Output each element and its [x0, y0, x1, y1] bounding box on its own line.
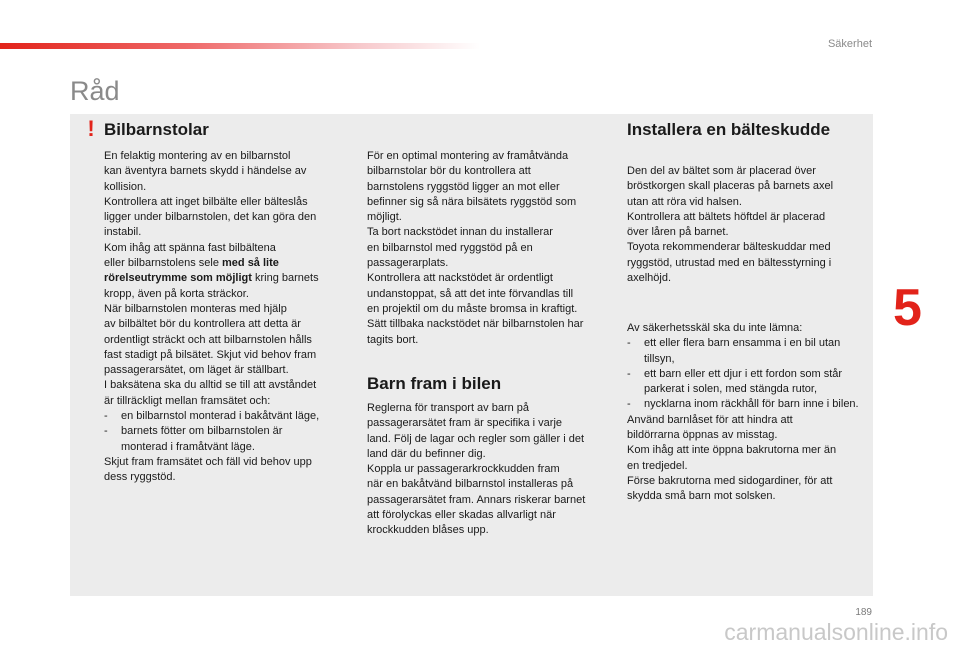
text-line: bilbarnstolar bör du kontrollera att — [367, 165, 531, 178]
list-item — [104, 409, 354, 424]
text-line: skydda små barn mot solsken. — [627, 490, 776, 503]
heading-barn-fram: Barn fram i bilen — [367, 374, 502, 393]
text-line: kollision. — [104, 180, 147, 193]
text-line: Kontrollera att inget bilbälte eller bälteslås — [104, 195, 308, 208]
page-title: Råd — [70, 76, 120, 106]
text-line: Förse bakrutorna med sidogardiner, för att — [627, 474, 833, 487]
text-line: fast stadigt på bilsätet. Skjut vid behov fram — [104, 348, 317, 361]
text-line: passagerarsätet, om läget är ställbart. — [104, 364, 289, 377]
text-line: land. Följ de lagar och regler som gäller i det — [367, 432, 585, 445]
list-item-text: nycklarna inom räckhåll för barn inne i bilen. — [644, 398, 859, 411]
text-line: möjligt. — [367, 211, 402, 224]
bullet-dash: - — [104, 410, 108, 423]
text-line: över låren på barnet. — [627, 226, 729, 239]
text-line: passagerarsätet fram är specifika i varje — [367, 417, 563, 430]
column-2-text-lower — [367, 401, 612, 539]
list-item-text: en bilbarnstol monterad i bakåtvänt läge, — [121, 410, 320, 423]
text-line: undanstoppat, så att det inte förvandlas till — [367, 287, 574, 300]
text-line: passagerarplats. — [367, 257, 449, 270]
list-item — [627, 336, 872, 367]
text-line: Kontrollera att bältets höftdel är placerad — [627, 210, 826, 223]
text-line: tagits bort. — [367, 333, 419, 346]
text-line — [104, 256, 354, 271]
text-line: Toyota rekommenderar bälteskuddar med — [627, 241, 831, 254]
text-line: en tredjedel. — [627, 459, 688, 472]
text-line: Kom ihåg att spänna fast bilbältena — [104, 241, 276, 254]
column-3-text — [627, 164, 872, 286]
list-item — [627, 367, 872, 398]
text-line: Använd barnlåset för att hindra att — [627, 413, 793, 426]
column-3-text-lower — [627, 321, 872, 505]
text-line: bröstkorgen skall placeras på barnets axel — [627, 180, 834, 193]
bullet-dash: - — [627, 367, 631, 380]
text-line: kropp, även på korta sträckor. — [104, 287, 249, 300]
text-line: att förolyckas eller skadas allvarligt när — [367, 509, 556, 522]
text-line: en bilbarnstol med ryggstöd på en — [367, 241, 533, 254]
text-line: ligger under bilbarnstolen, det kan göra den — [104, 211, 317, 224]
text-line: En felaktig montering av en bilbarnstol — [104, 150, 291, 162]
text-line: dess ryggstöd. — [104, 471, 176, 484]
list-item — [104, 424, 326, 455]
text-line: instabil. — [104, 226, 142, 239]
column-2-text — [367, 149, 612, 348]
text-line: ordentligt sträckt och att bilbarnstolen hålls — [104, 333, 312, 346]
bullet-dash: - — [627, 398, 631, 411]
text-line: en projektil om du måste bromsa in kraftigt. — [367, 302, 578, 315]
warning-icon: ! — [87, 116, 95, 141]
column-1-text — [104, 149, 354, 486]
bold-phrase: med så lite — [222, 257, 279, 270]
text-line: När bilbarnstolen monteras med hjälp — [104, 302, 287, 315]
text-fragment: eller bilbarnstolens sele — [104, 257, 223, 270]
text-line: Av säkerhetsskäl ska du inte lämna: — [627, 322, 803, 334]
text-line: Sätt tillbaka nackstödet när bilbarnstolen har — [367, 318, 584, 331]
text-line: Kom ihåg att inte öppna bakrutorna mer än — [627, 444, 837, 457]
text-line: av bilbältet bör du kontrollera att detta är — [104, 318, 301, 331]
list-item-text: ett eller flera barn ensamma i en bil utan tillsyn, — [644, 337, 841, 365]
text-line: utan att röra vid halsen. — [627, 195, 742, 208]
text-line: ryggstöd, utrustad med en bältesstyrning i — [627, 256, 832, 269]
list-item — [627, 397, 864, 412]
bullet-dash: - — [627, 337, 631, 350]
text-fragment: kring barnets — [251, 272, 319, 285]
list-item-text: barnets fötter om bilbarnstolen är monterad i framåtvänt läge. — [121, 425, 283, 453]
text-line: land där du befinner dig. — [367, 447, 486, 460]
text-line: är tillräckligt mellan framsätet och: — [104, 394, 271, 407]
text-line — [104, 271, 354, 286]
text-line: Koppla ur passagerarkrockkudden fram — [367, 463, 560, 476]
heading-bilbarnstolar: Bilbarnstolar — [104, 120, 209, 139]
text-line: när en bakåtvänd bilbarnstol installeras på — [367, 478, 574, 491]
text-line: kan äventyra barnets skydd i händelse av — [104, 165, 307, 178]
text-line: Ta bort nackstödet innan du installerar — [367, 226, 553, 239]
text-line: I baksätena ska du alltid se till att avståndet — [104, 379, 317, 392]
text-line: Kontrollera att nackstödet är ordentligt — [367, 272, 553, 285]
text-line: Den del av bältet som är placerad över — [627, 165, 816, 177]
list-item-text: ett barn eller ett djur i ett fordon som står parkerat i solen, med stängda rutor, — [644, 367, 843, 396]
text-line: Skjut fram framsätet och fäll vid behov upp — [104, 455, 312, 468]
text-line: Reglerna för transport av barn på — [367, 402, 530, 414]
watermark: carmanualsonline.info — [724, 619, 948, 645]
text-line: passagerarsätet fram. Annars riskerar barnet — [367, 493, 586, 506]
bold-phrase: rörelseutrymme som möjligt — [104, 272, 252, 285]
page-number: 189 — [855, 607, 872, 618]
text-line: bildörrarna öppnas av misstag. — [627, 429, 778, 442]
bullet-dash: - — [104, 425, 108, 438]
text-line: befinner sig så nära bilsätets ryggstöd som — [367, 195, 577, 208]
chapter-number: 5 — [893, 279, 922, 337]
text-line: axelhöjd. — [627, 272, 672, 285]
text-line: För en optimal montering av framåtvända — [367, 150, 569, 162]
header-accent-bar — [0, 43, 480, 49]
heading-balteskudde: Installera en bälteskudde — [627, 120, 831, 139]
text-line: barnstolens ryggstöd ligger an mot eller — [367, 180, 560, 193]
text-line: krockkudden blåses upp. — [367, 524, 489, 537]
section-label: Säkerhet — [827, 38, 872, 50]
